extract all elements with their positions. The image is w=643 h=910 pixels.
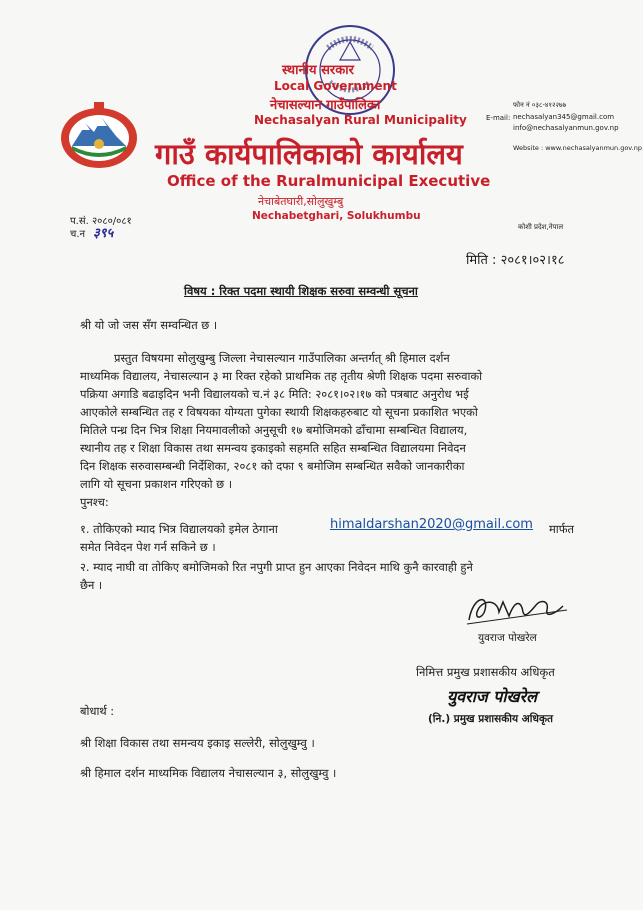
- nepali-address: नेचाबेतघारी,सोलुखुम्बु: [258, 195, 344, 208]
- note-1-suffix: मार्फत: [549, 522, 575, 536]
- body-line-6: स्थानीय तह र शिक्षा विकास तथा समन्वय इकाइको सहमति सहित सम्बन्धित विद्यालयमा निवेदन: [80, 441, 466, 455]
- school-email-link[interactable]: himaldarshan2020@gmail.com: [330, 517, 533, 532]
- stamp-signatory-name: युवराज पोखरेल: [447, 687, 538, 706]
- letter-date: मिति : २०८१।०२।१८: [466, 253, 565, 268]
- note-1-text: १. तोकिएको म्याद भित्र विद्यालयको इमेल ठेगाना: [80, 522, 278, 536]
- note-2-line-1: २. म्याद नाघी वा तोकिए बमोजिमको रित नपुगी प्राप्त हुन आएका निवेदन माथि कुनै कारवाही हुने: [80, 560, 473, 574]
- phone-number: फोन नं ०३८-४१२२७७: [513, 101, 567, 109]
- note-2-line-2: छैन ।: [80, 578, 103, 592]
- note-1-line-2: समेत निवेदन पेश गर्न सकिने छ ।: [80, 540, 216, 554]
- cc-recipient-2: श्री हिमाल दर्शन माध्यमिक विद्यालय नेचासल्यान ३, सोलुखुम्वु ।: [80, 766, 337, 780]
- punashcha-label: पुनश्च:: [80, 495, 109, 509]
- subject-line: विषय : रिक्त पदमा स्थायी शिक्षक सरुवा सम्वन्धी सूचना: [184, 284, 418, 298]
- body-line-7: दिन शिक्षक सरुवासम्बन्धी निर्देशिका, २०८१ को दफा ९ बमोजिम सम्बन्धित सवैको जानकारीका: [80, 459, 465, 473]
- patra-sankhya: प.सं. २०८०/०८१: [70, 216, 132, 227]
- nepali-municipality-name: नेचासल्यान गाउँपालिका: [270, 98, 381, 113]
- stamp-line-1: स्थानीय सरकार: [282, 63, 354, 78]
- signatory-name-small: युवराज पोखरेल: [478, 632, 537, 644]
- stamp-signatory-role: (नि.) प्रमुख प्रशासकीय अधिकृत: [428, 713, 553, 725]
- email-label: E-mail:: [486, 114, 511, 122]
- english-office-title: Office of the Ruralmunicipal Executive: [167, 172, 491, 190]
- signatory-role: निमित्त प्रमुख प्रशासकीय अधिकृत: [416, 665, 555, 679]
- chalani-number: ३९५: [93, 226, 114, 241]
- nepali-office-title: गाउँ कार्यपालिकाको कार्यालय: [155, 137, 463, 171]
- english-address: Nechabetghari, Solukhumbu: [252, 210, 421, 222]
- english-municipality-name: Nechasalyan Rural Municipality: [254, 113, 467, 127]
- bodharth-label: बोधार्थ :: [80, 704, 115, 718]
- chalani-label: च.न: [70, 229, 86, 240]
- body-line-3: पक्रिया अगाडि बढाइदिन भनी विद्यालयको च.नं ३८ मिति: २०८१।०२।१७ को पत्रबाट अनुरोध भई: [80, 387, 469, 401]
- email-2: info@nechasalyanmun.gov.np: [513, 124, 619, 132]
- province: कोशी प्रदेश,नेपाल: [518, 223, 564, 231]
- handwritten-signature-icon: [463, 590, 573, 630]
- salutation: श्री यो जो जस सँग सम्वन्धित छ ।: [80, 318, 218, 332]
- body-line-2: माध्यमिक विद्यालय, नेचासल्यान ३ मा रिक्त रहेको प्राथमिक तह तृतीय श्रेणी शिक्षक पदमा सरुवाको: [80, 369, 483, 383]
- website: Website : www.nechasalyanmun.gov.np: [513, 144, 642, 152]
- stamp-line-2: Local Government: [274, 79, 397, 93]
- body-line-1: प्रस्तुत विषयमा सोलुखुम्बु जिल्ला नेचासल्यान गाउँपालिका अन्तर्गत् श्री हिमाल दर्शन: [114, 351, 450, 365]
- body-line-8: लागि यो सूचना प्रकाशन गरिएको छ ।: [80, 477, 233, 491]
- body-line-4: आएकोले सम्बन्धित तह र विषयका योग्यता पुगेका स्थायी शिक्षकहरुबाट यो सूचना प्रकाशित भएको: [80, 405, 478, 419]
- body-line-5: मितिले पन्ध्र दिन भित्र शिक्षा नियमावलीको अनुसूची १७ बमोजिमको ढाँचामा सम्बन्धित विद्यालय,: [80, 423, 468, 437]
- cc-recipient-1: श्री शिक्षा विकास तथा समन्वय इकाइ सल्लेरी, सोलुखुम्वु ।: [80, 736, 315, 750]
- email-1: nechasalyan345@gmail.com: [513, 113, 615, 121]
- nepal-emblem-icon: [58, 100, 140, 170]
